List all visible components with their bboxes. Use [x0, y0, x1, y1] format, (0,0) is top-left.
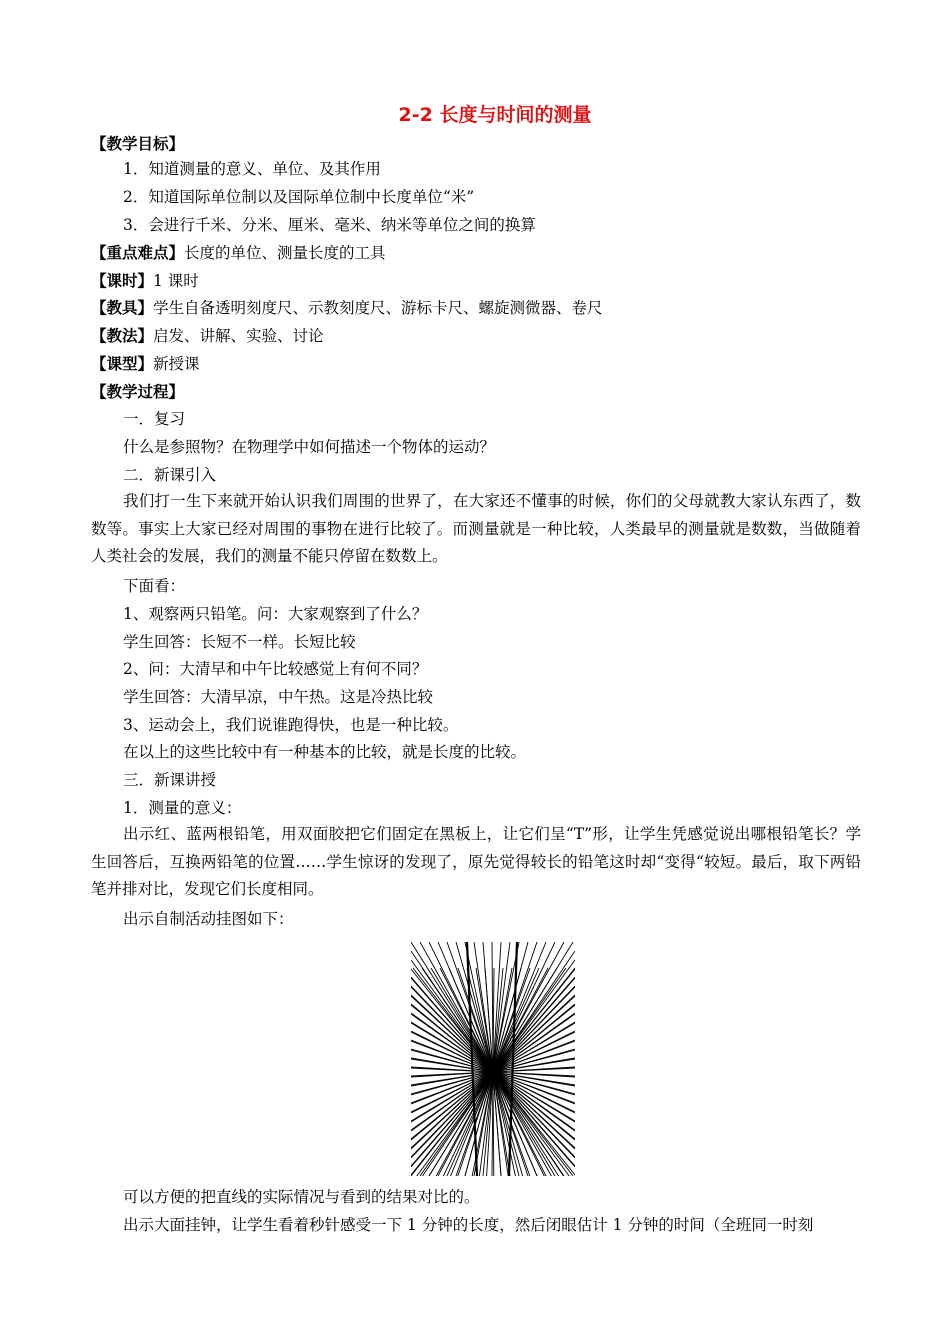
objective-item-1: 1．知道测量的意义、单位、及其作用	[123, 160, 381, 178]
method-label: 【教法】	[91, 327, 154, 345]
tools-row	[91, 298, 871, 318]
key-points-row	[91, 243, 871, 263]
illusion-figure	[411, 942, 575, 1176]
hours-text: 1 课时	[153, 272, 199, 290]
after-figure-line: 可以方便的把直线的实际情况与看到的结果对比的。	[123, 1188, 480, 1206]
process-heading: 【教学过程】	[91, 383, 185, 401]
clock-line: 出示大面挂钟，让学生看着秒针感受一下 1 分钟的长度，然后闭眼估计 1 分钟的时间（全班同一时刻	[123, 1216, 814, 1234]
objective-item-3: 3．会进行千米、分米、厘米、毫米、纳米等单位之间的换算	[123, 216, 536, 234]
type-text: 新授课	[153, 355, 200, 373]
method-text: 启发、讲解、实验、讨论	[153, 327, 324, 345]
answer-1: 学生回答：长短不一样。长短比较	[123, 633, 356, 651]
method-row	[91, 326, 871, 346]
tools-label: 【教具】	[91, 299, 154, 317]
answer-2: 学生回答：大清早凉，中午热。这是冷热比较	[123, 688, 434, 706]
intro-paragraph: 我们打一生下来就开始认识我们周围的世界了，在大家还不懂事的时候，你们的父母就教大家认东西了，数数等。事实上大家已经对周围的事物在进行比较了。而测量就是一种比较，人类最早的测量就是数数，当做随着人类社会的发展，我们的测量不能只停留在数数上。	[91, 492, 861, 565]
key-points-text: 长度的单位、测量长度的工具	[184, 244, 386, 262]
review-question: 什么是参照物？在物理学中如何描述一个物体的运动？	[123, 438, 496, 456]
summary-line: 在以上的这些比较中有一种基本的比较，就是长度的比较。	[123, 743, 527, 761]
objectives-heading: 【教学目标】	[91, 135, 185, 153]
pencil-paragraph: 出示红、蓝两根铅笔，用双面胶把它们固定在黑板上，让它们呈“T”形，让学生凭感觉说出哪根铅笔长？学生回答后，互换两铅笔的位置……学生惊讶的发现了，原先觉得较长的铅笔这时却“变得“较短。最后，取下两铅笔并排对比，发现它们长度相同。	[91, 825, 861, 898]
key-points-label: 【重点难点】	[91, 244, 185, 262]
look-line: 下面看：	[123, 577, 186, 595]
type-label: 【课型】	[91, 355, 154, 373]
hours-row	[91, 271, 871, 291]
question-1: 1、观察两只铅笔。问：大家观察到了什么？	[123, 605, 428, 623]
objective-item-2: 2．知道国际单位制以及国际单位制中长度单位“米”	[123, 188, 475, 206]
page-title: 2-2 长度与时间的测量	[398, 104, 592, 126]
tools-text: 学生自备透明刻度尺、示教刻度尺、游标卡尺、螺旋测微器、卷尺	[153, 299, 603, 317]
question-2: 2、问：大清早和中午比较感觉上有何不同？	[123, 660, 428, 678]
hours-label: 【课时】	[91, 272, 154, 290]
subsection-meaning: 1．测量的意义：	[123, 799, 242, 817]
section-intro: 二．新课引入	[123, 466, 217, 484]
type-row	[91, 354, 871, 374]
section-review: 一．复习	[123, 410, 186, 428]
show-chart-line: 出示自制活动挂图如下：	[123, 910, 294, 928]
section-new-lesson: 三．新课讲授	[123, 771, 217, 789]
question-3: 3、运动会上，我们说谁跑得快，也是一种比较。	[123, 716, 459, 734]
